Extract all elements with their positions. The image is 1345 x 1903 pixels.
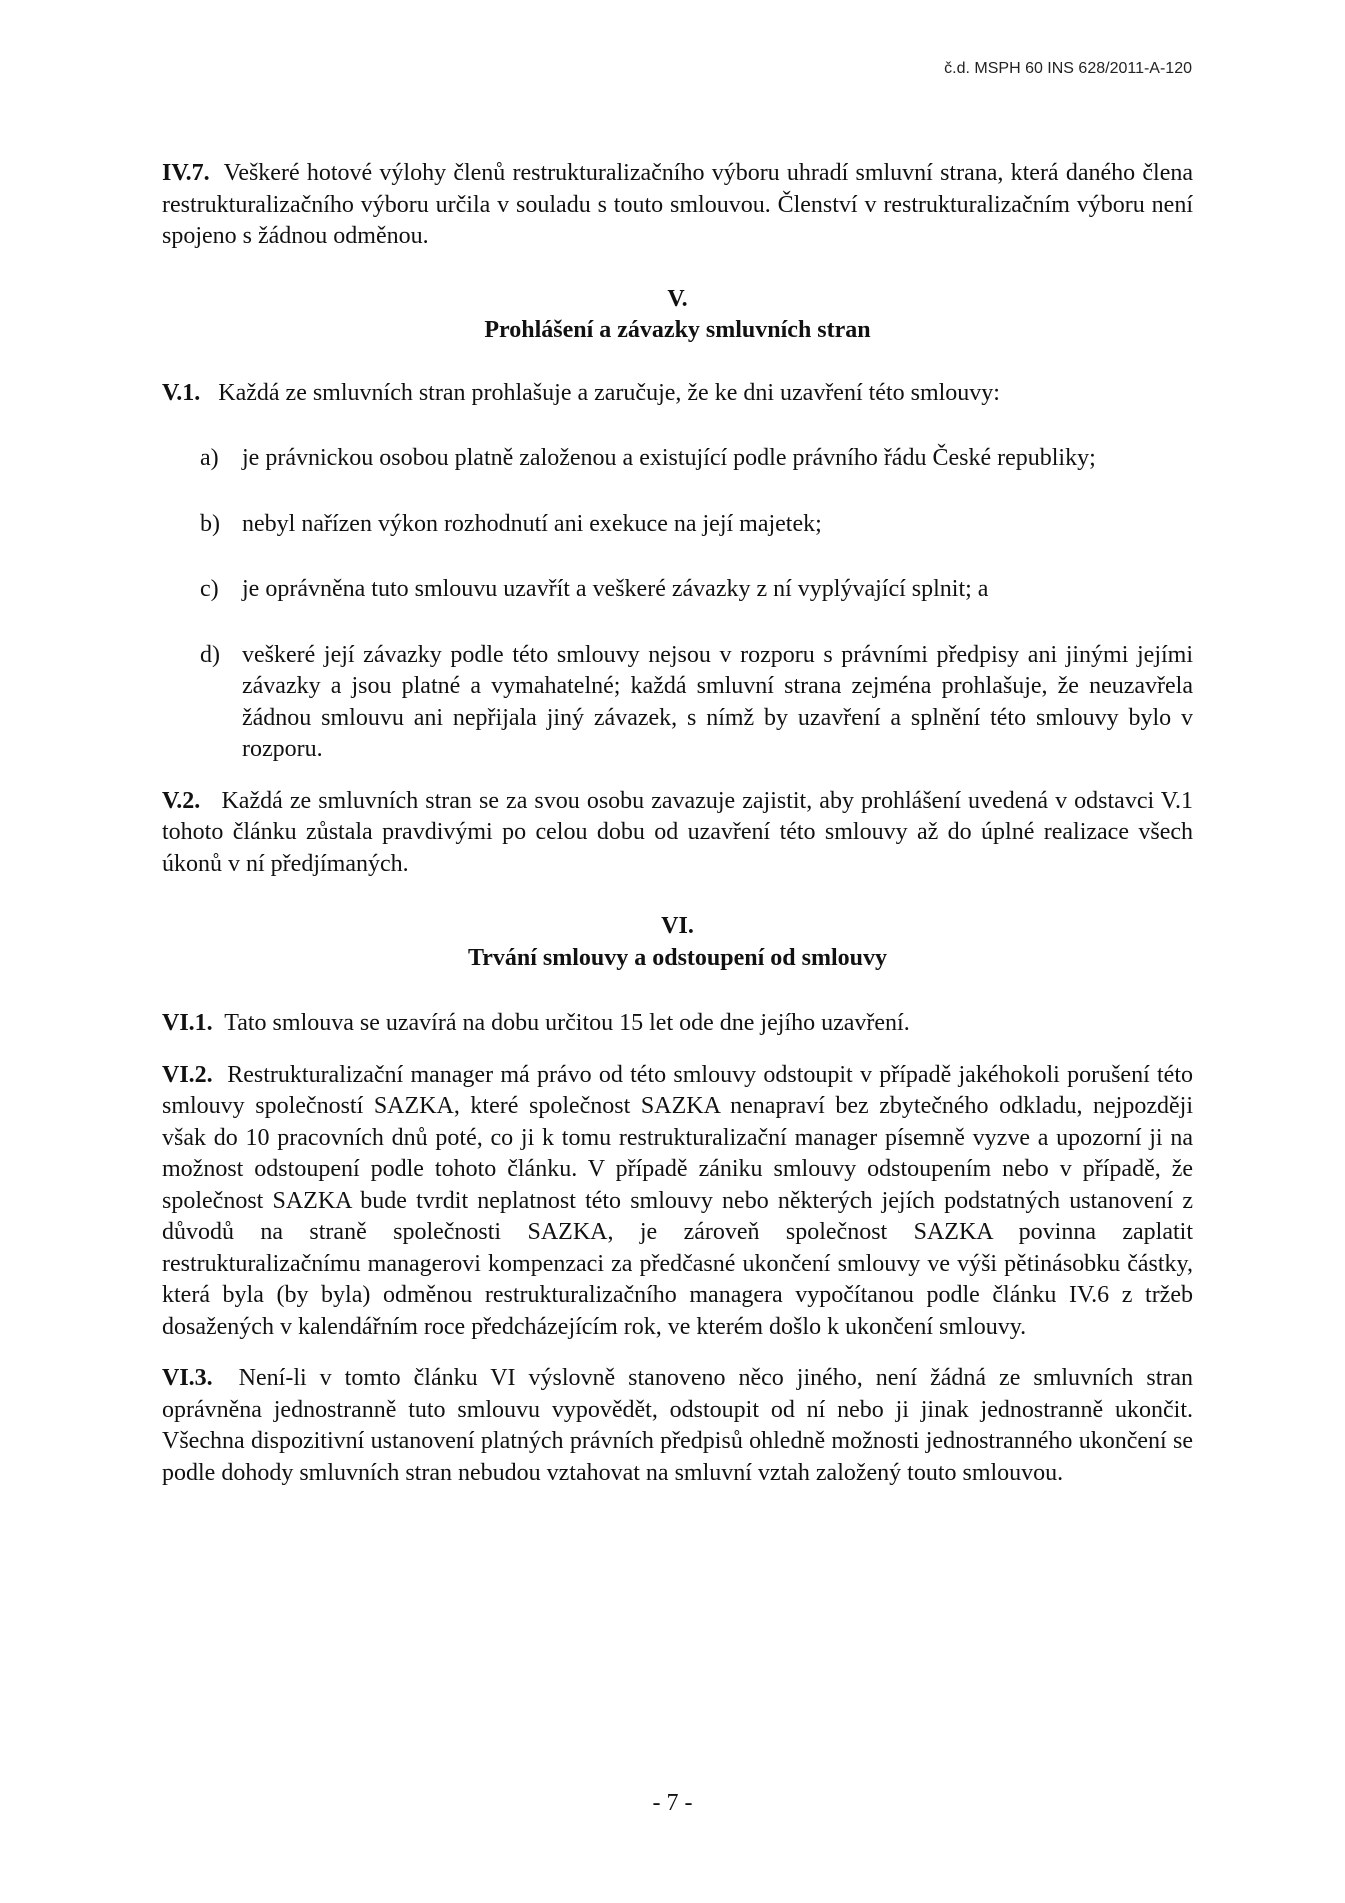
paragraph-text: Tato smlouva se uzavírá na dobu určitou 15 let ode dne jejího uzavření. [224,1010,910,1036]
paragraph-number: V.2. [162,787,201,814]
paragraph-text: Restrukturalizační manager má právo od této smlouvy odstoupit v případě jakéhokoli porušení této smlouvy společností SAZKA, které společnost SAZKA nenapraví bez zbytečného odkladu, nejpozději však do 10 pracovních dnů poté, co ji k tomu restrukturalizační manager písemně vyzve a upozorní ji na možnost odstoupení podle tohoto článku. V případě zániku smlouvy odstoupením nebo v případě, že společnost SAZKA bude tvrdit neplatnost této smlouvy nebo některých jejích podstatných ustanovení z důvodů na straně společnosti SAZKA, je zároveň společnost SAZKA povinna zaplatit restrukturalizačnímu managerovi kompenzaci za předčasné ukončení smlouvy ve výši pětinásobku částky, která byla (by byla) odměnou restrukturalizačního managera vypočítanou podle článku IV.6 z tržeb dosažených v kalendářním roce předcházejícím rok, ve kterém došlo k ukončení smlouvy. [162,1061,1194,1340]
paragraph-number: VI.2. [162,1061,213,1088]
list-item-text: je právnickou osobou platně založenou a existující podle právního řádu České republiky; [242,445,1096,471]
paragraph-number: VI.3. [162,1365,213,1391]
paragraph-number: IV.7. [162,160,210,186]
paragraph-v2 [162,786,1193,881]
declarations-list [162,443,1193,766]
list-item-letter: b) [200,510,220,537]
list-item-text: je oprávněna tuto smlouvu uzavřít a veškeré závazky z ní vyplývající splnit; a [242,576,989,602]
paragraph-number: V.1. [162,379,201,406]
list-item-text: nebyl nařízen výkon rozhodnutí ani exekuce na její majetek; [242,510,822,537]
section-roman-v: V. [667,285,688,312]
list-item-letter: a) [200,445,219,471]
section-title-v: Prohlášení a závazky smluvních stran [484,317,871,343]
list-item-letter: d) [200,641,220,668]
list-item-text: veškeré její závazky podle této smlouvy nejsou v rozporu s právními předpisy ani jinými jejími závazky a jsou platné a vymahatelné; každá smluvní strana zejména prohlašuje, že neuzavřela žádnou smlouvu ani nepřijala jiný závazek, s nímž by uzavření a splnění této smlouvy bylo v rozporu. [242,641,1193,762]
list-item [162,509,1193,541]
paragraph-text: Každá ze smluvních stran se za svou osobu zavazuje zajistit, aby prohlášení uvedená v odstavci V.1 tohoto článku zůstala pravdivými po celou dobu od uzavření této smlouvy až do úplné realizace všech úkonů v ní předjímaných. [162,787,1194,877]
section-roman-vi: VI. [661,913,694,939]
document-reference: č.d. MSPH 60 INS 628/2011-A-120 [944,60,1192,77]
paragraph-text: Veškeré hotové výlohy členů restrukturalizačního výboru uhradí smluvní strana, která daného člena restrukturalizačního výboru určila v souladu s touto smlouvou. Členství v restrukturalizačním výboru není spojeno s žádnou odměnou. [162,160,1193,249]
list-item [162,574,1193,606]
list-item-letter: c) [200,576,219,602]
page-content [162,158,1193,1489]
page-number: - 7 - [652,1790,693,1816]
paragraph-text: Každá ze smluvních stran prohlašuje a zaručuje, že ke dni uzavření této smlouvy: [218,379,1000,406]
list-item [162,443,1193,475]
paragraph-vi3 [162,1363,1193,1489]
section-title-vi: Trvání smlouvy a odstoupení od smlouvy [468,944,887,971]
paragraph-v1 [162,378,1193,410]
paragraph-number: VI.1. [162,1010,213,1036]
list-item [162,640,1193,766]
paragraph-vi1 [162,1008,1193,1040]
paragraph-iv7 [162,158,1193,253]
paragraph-text: Není-li v tomto článku VI výslovně stanoveno něco jiného, není žádná ze smluvních stran oprávněna jednostranně tuto smlouvu vypovědět, odstoupit od ní nebo ji jinak jednostranně ukončit. Všechna dispozitivní ustanovení platných právních předpisů ohledně možnosti jednostranného ukončení se podle dohody smluvních stran nebudou vztahovat na smluvní vztah založený touto smlouvou. [162,1365,1194,1486]
paragraph-vi2 [162,1060,1193,1344]
